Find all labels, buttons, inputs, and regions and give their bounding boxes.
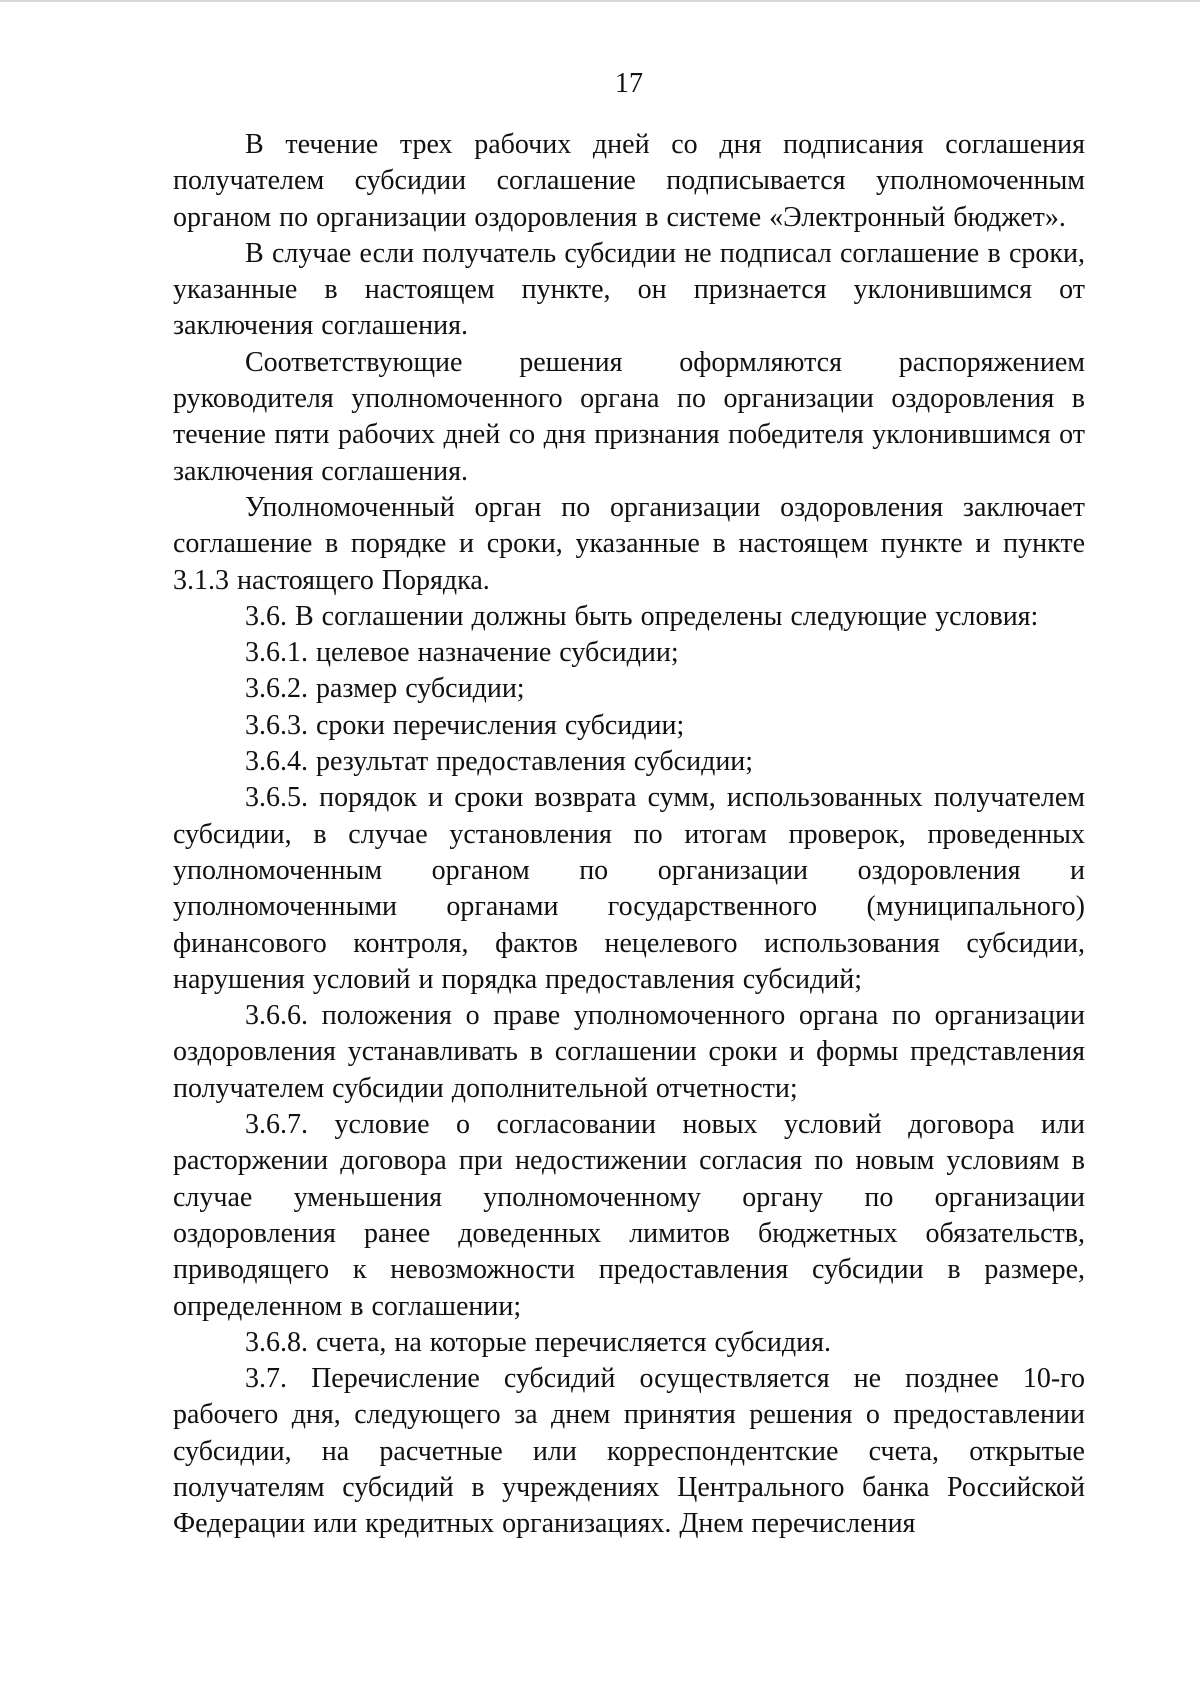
- paragraph-3-6-3: 3.6.3. сроки перечисления субсидии;: [245, 709, 685, 741]
- paragraph-3-6-8: 3.6.8. счета, на которые перечисляется субсидия.: [245, 1326, 831, 1358]
- paragraph-signing-term: В течение трех рабочих дней со дня подписания соглашения получателем субсидии соглашение подписывается уполномоченным органом по организации оздоровления в системе «Электронный бюджет».: [173, 129, 1085, 233]
- document-body: [173, 127, 1085, 1543]
- paragraph-3-6-6: 3.6.6. положения о праве уполномоченного органа по организации оздоровления устанавливать в соглашении сроки и формы представления получателем субсидии дополнительной отчетности;: [173, 1000, 1085, 1104]
- page-number: 17: [615, 68, 643, 99]
- paragraph-decisions-order: Соответствующие решения оформляются распоряжением руководителя уполномоченного органа по организации оздоровления в течение пяти рабочих дней со дня признания победителя уклонившимся от заключения соглашения.: [173, 346, 1085, 487]
- paragraph-3-6-1: 3.6.1. целевое назначение субсидии;: [245, 637, 679, 669]
- paragraph-unsigned-agreement: В случае если получатель субсидии не подписал соглашение в сроки, указанные в настоящем пункте, он признается уклонившимся от заключения соглашения.: [173, 237, 1085, 342]
- paragraph-3-6-5: 3.6.5. порядок и сроки возврата сумм, использованных получателем субсидии, в случае установления по итогам проверок, проведенных уполномоченным органом по организации оздоровления и уполномоченными органами государственного (муниципального) финансового контроля, фактов нецелевого использования субсидии, нарушения условий и порядка предоставления субсидий;: [173, 782, 1085, 995]
- paragraph-3-6-2: 3.6.2. размер субсидии;: [245, 673, 525, 705]
- paragraph-3-7: 3.7. Перечисление субсидий осуществляется не позднее 10-го рабочего дня, следующего за днем принятия решения о предоставлении субсидии, на расчетные или корреспондентские счета, открытые получателям субсидий в учреждениях Центрального банка Российской Федерации или кредитных организациях. Днем перечисления: [173, 1363, 1085, 1540]
- paragraph-3-6-7: 3.6.7. условие о согласовании новых условий договора или расторжении договора при недостижении согласия по новым условиям в случае уменьшения уполномоченному органу по организации оздоровления ранее доведенных лимитов бюджетных обязательств, приводящего к невозможности предоставления субсидии в размере, определенном в соглашении;: [173, 1109, 1085, 1322]
- paragraph-agreement-conclusion: Уполномоченный орган по организации оздоровления заключает соглашение в порядке и сроки, указанные в настоящем пункте и пункте 3.1.3 настоящего Порядка.: [173, 491, 1085, 596]
- paragraph-3-6-4: 3.6.4. результат предоставления субсидии;: [245, 746, 754, 778]
- paragraph-3-6: 3.6. В соглашении должны быть определены следующие условия:: [245, 600, 1039, 632]
- page-top-edge: [0, 0, 1200, 2]
